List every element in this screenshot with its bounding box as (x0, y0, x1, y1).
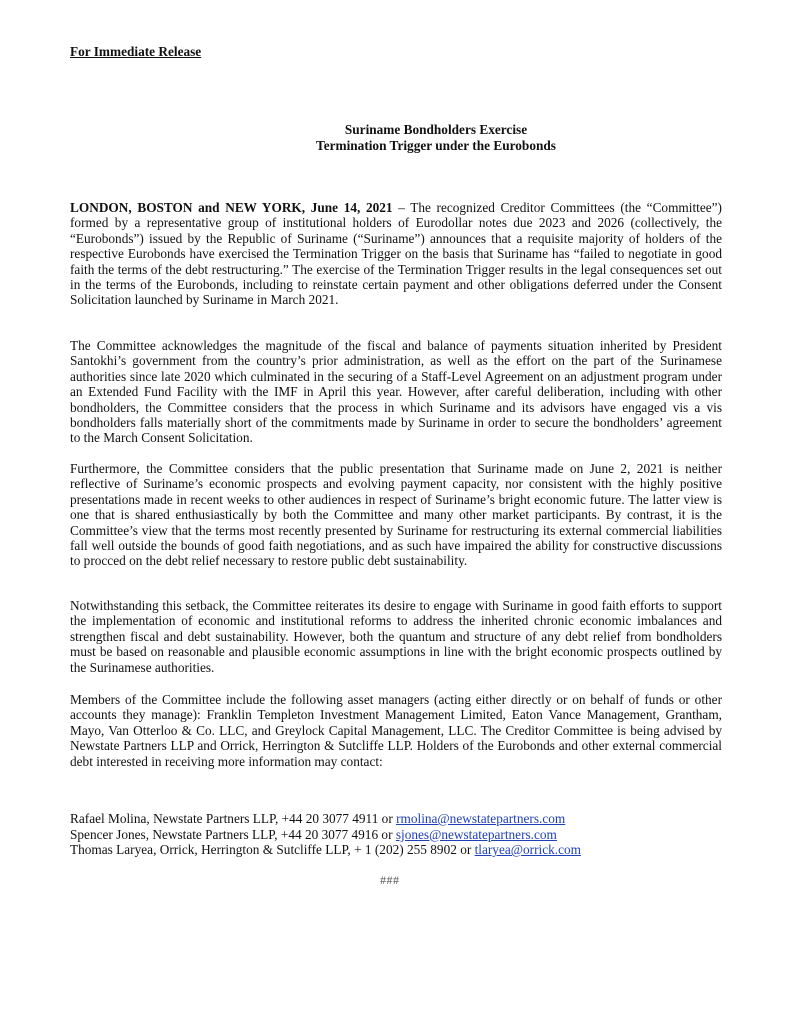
paragraph-2: The Committee acknowledges the magnitude of the fiscal and balance of payments situation inherited by President Santokhi’s government from the country’s prior administration, as well as the effort on the part of the Surinamese authorities since late 2020 which culminated in the securing of a Staff-Level Agreement on an adjustment program under an Extended Fund Facility with the IMF in April this year. However, after careful deliberation, including with other bondholders, the Committee considers that the process in which Suriname and its advisors have engaged vis a vis bondholders falls materially short of the commitments made by Suriname in order to secure the bondholders’ agreement to the March Consent Solicitation. (70, 338, 722, 446)
email-link[interactable]: tlaryea@orrick.com (474, 842, 581, 858)
paragraph-3: Furthermore, the Committee considers that the public presentation that Suriname made on June 2, 2021 is neither reflective of Suriname’s economic prospects and evolving payment capacity, nor consistent with the highly positive presentations made in recent weeks to other audiences in respect of Suriname’s bright economic future. The latter view is one that is shared enthusiastically by both the Committee and many other market participants. By contrast, it is the Committee’s view that the terms most recently presented by Suriname for restructuring its external commercial liabilities fall well outside the bounds of good faith negotiations, and as such have impaired the ability for constructive discussions to procced on the debt relief necessary to restore public debt sustainability. (70, 461, 722, 569)
email-link[interactable]: sjones@newstatepartners.com (395, 826, 557, 842)
contact-item (70, 842, 730, 858)
end-mark: ### (380, 873, 400, 887)
paragraph-5: Members of the Committee include the following asset managers (acting either directly or on behalf of funds or other accounts they manage): Franklin Templeton Investment Management Limited, Eaton Vance Management, Grantham, Mayo, Van Otterloo & Co. LLC, and Greylock Capital Management, LLC. The Creditor Committee is being advised by Newstate Partners LLP and Orrick, Herrington & Sutcliffe LLP. Holders of the Eurobonds and other external commercial debt interested in receiving more information may contact: (70, 692, 722, 769)
release-label: For Immediate Release (70, 44, 202, 59)
paragraph-1 (70, 200, 722, 308)
contact-list (70, 811, 730, 858)
title-line-1: Suriname Bondholders Exercise (344, 122, 528, 137)
email-link[interactable]: rmolina@newstatepartners.com (396, 811, 566, 826)
contact-details: Thomas Laryea, Orrick, Herrington & Sutcliffe LLP, + 1 (202) 255 8902 or (70, 842, 475, 858)
contact-item (70, 811, 730, 827)
contact-item (70, 827, 730, 843)
dateline: LONDON, BOSTON and NEW YORK, June 14, 2021 (70, 200, 393, 215)
document-title (200, 122, 672, 153)
title-line-2: Termination Trigger under the Eurobonds (316, 137, 556, 153)
paragraph-1-text: – The recognized Creditor Committees (the “Committee”) formed by a representative group of institutional holders of Eurodollar notes due 2023 and 2026 (collectively, the “Eurobonds”) issued by the Republic of Suriname (“Suriname”) announces that a requisite majority of holders of the respective Eurobonds have exercised the Termination Trigger on the basis that Suriname has “failed to negotiate in good faith the terms of the debt restructuring.” The exercise of the Termination Trigger results in the legal consequences set out in the terms of the Eurobonds, including to reinstate certain payment and other obligations deferred under the Consent Solicitation launched by Suriname in March 2021. (70, 200, 722, 308)
contact-details: Rafael Molina, Newstate Partners LLP, +44 20 3077 4911 or (70, 811, 397, 826)
paragraph-4: Notwithstanding this setback, the Committee reiterates its desire to engage with Suriname in good faith efforts to support the implementation of economic and institutional reforms to address the inherited chronic economic imbalances and strengthen fiscal and debt sustainability. However, both the quantum and structure of any debt relief from bondholders must be based on reasonable and plausible economic assumptions in line with the bright economic prospects outlined by the Surinamese authorities. (70, 598, 722, 675)
contact-details: Spencer Jones, Newstate Partners LLP, +44 20 3077 4916 or (70, 826, 396, 842)
